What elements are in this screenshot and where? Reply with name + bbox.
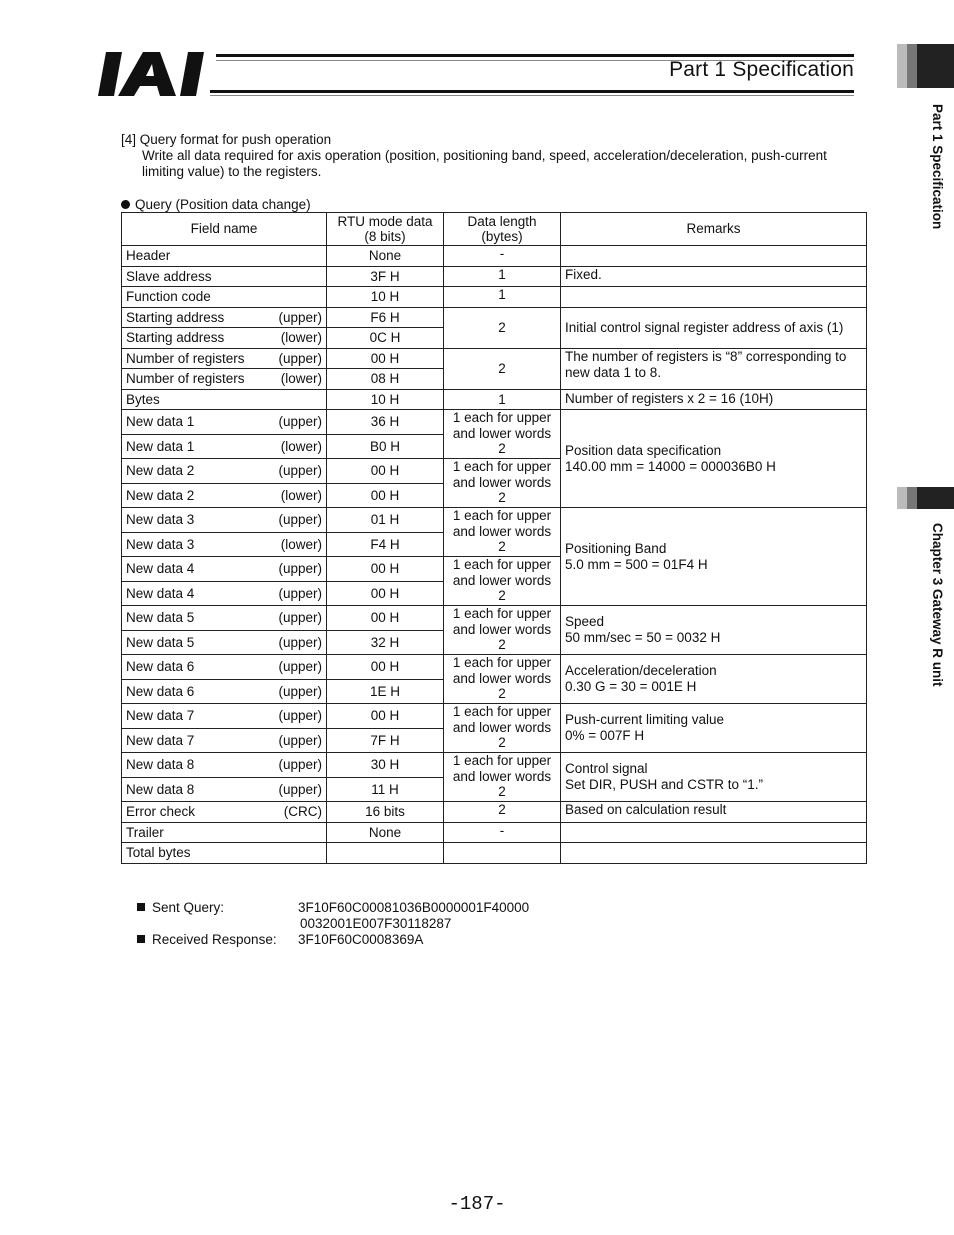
table-row — [122, 246, 867, 267]
field-name-cell — [122, 508, 327, 533]
field-qualifier: (upper) — [278, 585, 322, 601]
query-table — [121, 212, 867, 864]
received-response: Received Response: — [137, 932, 277, 948]
field-qualifier: (lower) — [280, 371, 322, 386]
header-rtu: RTU mode data (8 bits) — [327, 213, 444, 246]
field-qualifier: (upper) — [278, 708, 322, 723]
rtu-cell: 00 H — [327, 704, 444, 729]
remarks-cell: Based on calculation result — [561, 802, 867, 823]
rtu-cell: 7F H — [327, 728, 444, 753]
field-name-cell — [122, 704, 327, 729]
field-name: New data 3 — [126, 512, 195, 527]
field-name-cell — [122, 369, 327, 390]
remarks-cell: Speed 50 mm/sec = 50 = 0032 H — [561, 606, 867, 655]
field-name: Slave address — [126, 268, 212, 284]
field-qualifier: (upper) — [278, 414, 322, 429]
intro-line-1: Write all data required for axis operation (position, positioning band, speed, acceleration/deceleration, push-current — [142, 148, 827, 163]
table-row — [122, 307, 867, 328]
field-name-cell — [122, 287, 327, 308]
data-length-cell: - — [444, 246, 561, 267]
field-qualifier: (upper) — [278, 683, 322, 699]
field-name-cell — [122, 777, 327, 802]
field-name-cell — [122, 328, 327, 349]
query-title: Query (Position data change) — [121, 197, 311, 213]
field-name-cell — [122, 266, 327, 287]
field-qualifier: (upper) — [278, 781, 322, 797]
rtu-cell: 10 H — [327, 389, 444, 410]
remarks-cell: Fixed. — [561, 266, 867, 287]
field-qualifier: (lower) — [280, 438, 322, 454]
field-qualifier: (upper) — [278, 463, 322, 478]
rtu-cell: 32 H — [327, 630, 444, 655]
field-name: Function code — [126, 289, 211, 304]
field-name-cell — [122, 307, 327, 328]
table-body — [122, 246, 867, 864]
part-tab-marker — [897, 44, 954, 88]
field-name: Bytes — [126, 391, 160, 407]
field-name: New data 4 — [126, 585, 195, 601]
data-length-cell: 1 — [444, 266, 561, 287]
bullet-square-icon — [137, 903, 145, 911]
rtu-cell: F6 H — [327, 307, 444, 328]
remarks-cell — [561, 822, 867, 843]
field-name: Starting address — [126, 309, 225, 325]
sent-query-line-2: 0032001E007F30118287 — [300, 916, 452, 931]
data-length-cell: 1 each for upper and lower words 2 — [444, 557, 561, 606]
field-name-cell — [122, 843, 327, 864]
rtu-cell: 00 H — [327, 459, 444, 484]
field-name-cell — [122, 728, 327, 753]
field-name: New data 2 — [126, 487, 195, 503]
field-name-cell — [122, 348, 327, 369]
field-qualifier: (lower) — [280, 487, 322, 503]
table-row — [122, 410, 867, 435]
field-name: Total bytes — [126, 845, 191, 860]
rtu-cell: 00 H — [327, 483, 444, 508]
header-rule-top — [216, 54, 854, 57]
field-name-cell — [122, 410, 327, 435]
remarks-cell: Push-current limiting value 0% = 007F H — [561, 704, 867, 753]
field-name: New data 8 — [126, 757, 195, 772]
rtu-cell: 36 H — [327, 410, 444, 435]
field-name-cell — [122, 630, 327, 655]
remarks-cell: The number of registers is “8” corresponding to new data 1 to 8. — [561, 348, 867, 389]
field-qualifier: (upper) — [278, 757, 322, 772]
field-name: New data 3 — [126, 536, 195, 552]
table-row — [122, 389, 867, 410]
remarks-cell — [561, 246, 867, 267]
field-name: New data 5 — [126, 634, 195, 650]
field-qualifier: (upper) — [278, 732, 322, 748]
field-name-cell — [122, 802, 327, 823]
data-length-cell: 2 — [444, 802, 561, 823]
table-row — [122, 655, 867, 680]
field-qualifier: (upper) — [278, 512, 322, 527]
field-name: New data 7 — [126, 732, 195, 748]
field-name: New data 1 — [126, 438, 195, 454]
received-response-value: 3F10F60C0008369A — [298, 932, 424, 947]
field-name-cell — [122, 557, 327, 582]
field-qualifier: (CRC) — [283, 804, 322, 819]
field-name: New data 2 — [126, 463, 195, 478]
header-rule-bottom — [210, 90, 854, 93]
header-rule-bottom-thin — [210, 95, 854, 96]
rtu-cell: 00 H — [327, 606, 444, 631]
table-row — [122, 606, 867, 631]
iai-logo — [96, 48, 220, 104]
data-length-cell: 2 — [444, 348, 561, 389]
remarks-cell — [561, 287, 867, 308]
part-side-label: Part 1 Specification — [930, 104, 945, 230]
table-row — [122, 802, 867, 823]
field-name-cell — [122, 655, 327, 680]
data-length-cell: 1 each for upper and lower words 2 — [444, 655, 561, 704]
header-field-name: Field name — [122, 213, 327, 246]
rtu-cell: 00 H — [327, 655, 444, 680]
rtu-cell — [327, 843, 444, 864]
table-row — [122, 822, 867, 843]
chapter-tab-marker — [897, 487, 954, 509]
field-name: New data 7 — [126, 708, 195, 723]
table-row — [122, 348, 867, 369]
data-length-cell: 1 — [444, 389, 561, 410]
field-qualifier: (lower) — [280, 536, 322, 552]
field-name-cell — [122, 246, 327, 267]
remarks-cell: Initial control signal register address of axis (1) — [561, 307, 867, 348]
data-length-cell: 1 each for upper and lower words 2 — [444, 508, 561, 557]
section-heading: [4] Query format for push operation — [121, 132, 332, 147]
bullet-square-icon — [137, 935, 145, 943]
sent-query-line-1: 3F10F60C00081036B0000001F40000 — [298, 900, 530, 915]
field-qualifier: (lower) — [280, 330, 322, 345]
rtu-cell: F4 H — [327, 532, 444, 557]
remarks-cell: Position data specification 140.00 mm = 14000 = 000036B0 H — [561, 410, 867, 508]
table-row — [122, 753, 867, 778]
data-length-cell: 1 each for upper and lower words 2 — [444, 459, 561, 508]
field-name-cell — [122, 679, 327, 704]
field-name: Error check — [126, 804, 196, 819]
field-qualifier: (upper) — [278, 309, 322, 325]
remarks-cell — [561, 843, 867, 864]
field-name: New data 6 — [126, 659, 195, 674]
rtu-cell: 11 H — [327, 777, 444, 802]
rtu-cell: 01 H — [327, 508, 444, 533]
remarks-cell: Number of registers x 2 = 16 (10H) — [561, 389, 867, 410]
field-name-cell — [122, 389, 327, 410]
table-row — [122, 704, 867, 729]
table-header-row — [122, 213, 867, 246]
data-length-cell: 2 — [444, 307, 561, 348]
rtu-cell: 3F H — [327, 266, 444, 287]
rtu-cell: 00 H — [327, 581, 444, 606]
field-name: New data 1 — [126, 414, 195, 429]
field-qualifier: (upper) — [278, 659, 322, 674]
field-name-cell — [122, 434, 327, 459]
intro-line-2: limiting value) to the registers. — [142, 164, 322, 179]
data-length-cell: - — [444, 822, 561, 843]
header-remarks: Remarks — [561, 213, 867, 246]
field-name: New data 4 — [126, 561, 195, 576]
field-name: Number of registers — [126, 350, 245, 366]
remarks-cell: Control signal Set DIR, PUSH and CSTR to “1.” — [561, 753, 867, 802]
field-qualifier: (upper) — [278, 350, 322, 366]
field-name: Number of registers — [126, 371, 245, 386]
field-name-cell — [122, 532, 327, 557]
data-length-cell — [444, 843, 561, 864]
page-number: -187- — [448, 1193, 506, 1215]
table-row — [122, 843, 867, 864]
bullet-dot-icon — [121, 200, 130, 209]
header-data-length: Data length (bytes) — [444, 213, 561, 246]
table-row — [122, 508, 867, 533]
field-name-cell — [122, 606, 327, 631]
rtu-cell: 16 bits — [327, 802, 444, 823]
chapter-side-label: Chapter 3 Gateway R unit — [930, 523, 945, 687]
field-name: Starting address — [126, 330, 225, 345]
data-length-cell: 1 — [444, 287, 561, 308]
rtu-cell: 30 H — [327, 753, 444, 778]
field-qualifier: (upper) — [278, 634, 322, 650]
rtu-cell: 1E H — [327, 679, 444, 704]
rtu-cell: None — [327, 822, 444, 843]
field-name-cell — [122, 459, 327, 484]
table-row — [122, 287, 867, 308]
field-qualifier: (upper) — [278, 561, 322, 576]
field-name-cell — [122, 483, 327, 508]
field-name-cell — [122, 822, 327, 843]
page-header-title: Part 1 Specification — [669, 58, 854, 81]
data-length-cell: 1 each for upper and lower words 2 — [444, 410, 561, 459]
table-row — [122, 266, 867, 287]
rtu-cell: 0C H — [327, 328, 444, 349]
field-name: New data 5 — [126, 610, 195, 625]
rtu-cell: 00 H — [327, 557, 444, 582]
rtu-cell: 00 H — [327, 348, 444, 369]
rtu-cell: B0 H — [327, 434, 444, 459]
sent-query: Sent Query: — [137, 900, 224, 916]
field-name: Header — [126, 248, 171, 263]
field-qualifier: (upper) — [278, 610, 322, 625]
data-length-cell: 1 each for upper and lower words 2 — [444, 704, 561, 753]
field-name-cell — [122, 581, 327, 606]
rtu-cell: None — [327, 246, 444, 267]
data-length-cell: 1 each for upper and lower words 2 — [444, 753, 561, 802]
data-length-cell: 1 each for upper and lower words 2 — [444, 606, 561, 655]
field-name: New data 6 — [126, 683, 195, 699]
field-name-cell — [122, 753, 327, 778]
remarks-cell: Acceleration/deceleration 0.30 G = 30 = 001E H — [561, 655, 867, 704]
rtu-cell: 08 H — [327, 369, 444, 390]
field-name: Trailer — [126, 824, 164, 840]
field-name: New data 8 — [126, 781, 195, 797]
rtu-cell: 10 H — [327, 287, 444, 308]
remarks-cell: Positioning Band 5.0 mm = 500 = 01F4 H — [561, 508, 867, 606]
